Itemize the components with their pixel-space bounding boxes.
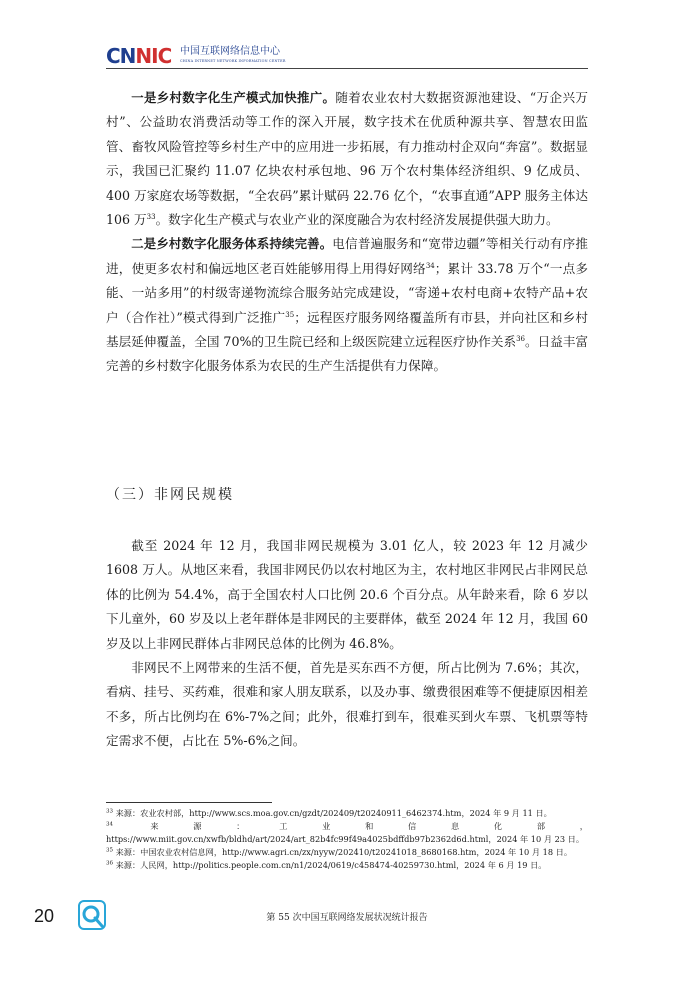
footnotes [106, 807, 588, 872]
body-section-1 [106, 86, 588, 379]
footnote: $^{36}$ 来源：人民网，http://politics.people.com.cn/n1/2024/0619/c458474-40259730.html，2024 年 6 月 19 日。 [106, 860, 547, 870]
footnote: $^{33}$ 来源：农业农村部，http://www.scs.moa.gov.cn/gzdt/202409/t20240911_6462374.htm，2024 年 9 月 11 日。 [106, 808, 552, 818]
header-rule [106, 68, 588, 69]
org-name-cn: 中国互联网络信息中心 [180, 46, 280, 57]
para-lead: 一是乡村数字化生产模式加快推广。 [131, 90, 336, 105]
section-heading: （三）非网民规模 [106, 487, 234, 503]
footnote-ref: 34 [425, 261, 435, 270]
para-lead: 二是乡村数字化服务体系持续完善。 [131, 236, 333, 252]
paragraph-non-netizen-inconvenience: 非网民不上网带来的生活不便，首先是买东西不方便，所占比例为 7.6%；其次，看病、挂号、买药难，很难和家人朋友联系，以及办事、缴费很困难等不便捷原因相差不多，所占比例均在 6%-7%之间；此外，很难打到车，很难买到火车票、飞机票等特定需求不便，占比在 5%-6%之间。 [106, 660, 588, 749]
org-name-en: CHINA INTERNET NETWORK INFORMATION CENTER [180, 59, 286, 63]
page-number: 20 [34, 906, 55, 926]
paragraph-non-netizen-scale: 截至 2024 年 12 月，我国非网民规模为 3.01 亿人，较 2023 年 12 月减少 1608 万人。从地区来看，我国非网民仍以农村地区为主，农村地区非网民占非网民总体的比例为 54.4%，高于全国农村人口比例 20.6 个百分点。从年龄来看，除 6 岁以下儿童外，60 岁及以上老年群体是非网民的主要群体，截至 2024 年 12 月，我国 60 岁及以上非网民群体占非网民总体的比例为 46.8%。 [106, 538, 588, 651]
report-title: 第 55 次中国互联网络发展状况统计报告 [266, 913, 428, 923]
paragraph-services: 二是乡村数字化服务体系持续完善。电信普遍服务和“宽带边疆”等相关行动有序推进，使更多农村和偏远地区老百姓能够用得上用得好网络$^{34}$；累计 33.78 万个“一点多能、一站多用”的村级寄递物流综合服务站完成建设，“寄递+农村电商+农特产品+农户（合作社）”模式得到广泛推广$^{35}$；远程医疗服务网络覆盖所有市县，并向社区和乡村基层延伸覆盖，全国 70%的卫生院已经和上级医院建立远程医疗协作关系$^{36}$。日益丰富完善的乡村数字化服务体系为农民的生产生活提供有力保障。 [106, 236, 589, 374]
body-section-2 [106, 534, 588, 754]
footnote-ref: 35 [285, 310, 295, 319]
footnote: $^{34}$ 来源：工业和信息化部，https://www.miit.gov.cn/xwfb/bldhd/art/2024/art_82b4fc99f49a4025bdffdb97b2362d6d.html，2024 年 10 月 23 日。 [106, 821, 588, 844]
footnote: $^{35}$ 来源：中国农业农村信息网，http://www.agri.cn/zx/nyyw/202410/t20241018_8680168.htm，2024 年 10 月 18 日。 [106, 847, 573, 857]
cnnic-logo: CNNIC [106, 44, 172, 68]
footnote-ref: 33 [146, 212, 156, 221]
footnote-rule [106, 802, 272, 803]
paragraph-production: 一是乡村数字化生产模式加快推广。随着农业农村大数据资源池建设、“万企兴万村”、公益助农消费活动等工作的深入开展，数字技术在优质种源共享、智慧农田监管、畜牧风险管控等乡村生产中的应用进一步拓展，有力推动村企双向“奔富”。数据显示，我国已汇聚约 11.07 亿块农村承包地、96 万个农村集体经济组织、9 亿成员、400 万家庭农场等数据，“全农码”累计赋码 22.76 亿个，“农事直通”APP 服务主体达 106 万$^{33}$。数字化生产模式与农业产业的深度融合为农村经济发展提供强大助力。 [106, 90, 588, 228]
footnote-ref: 36 [516, 334, 525, 343]
page-header [106, 44, 588, 70]
